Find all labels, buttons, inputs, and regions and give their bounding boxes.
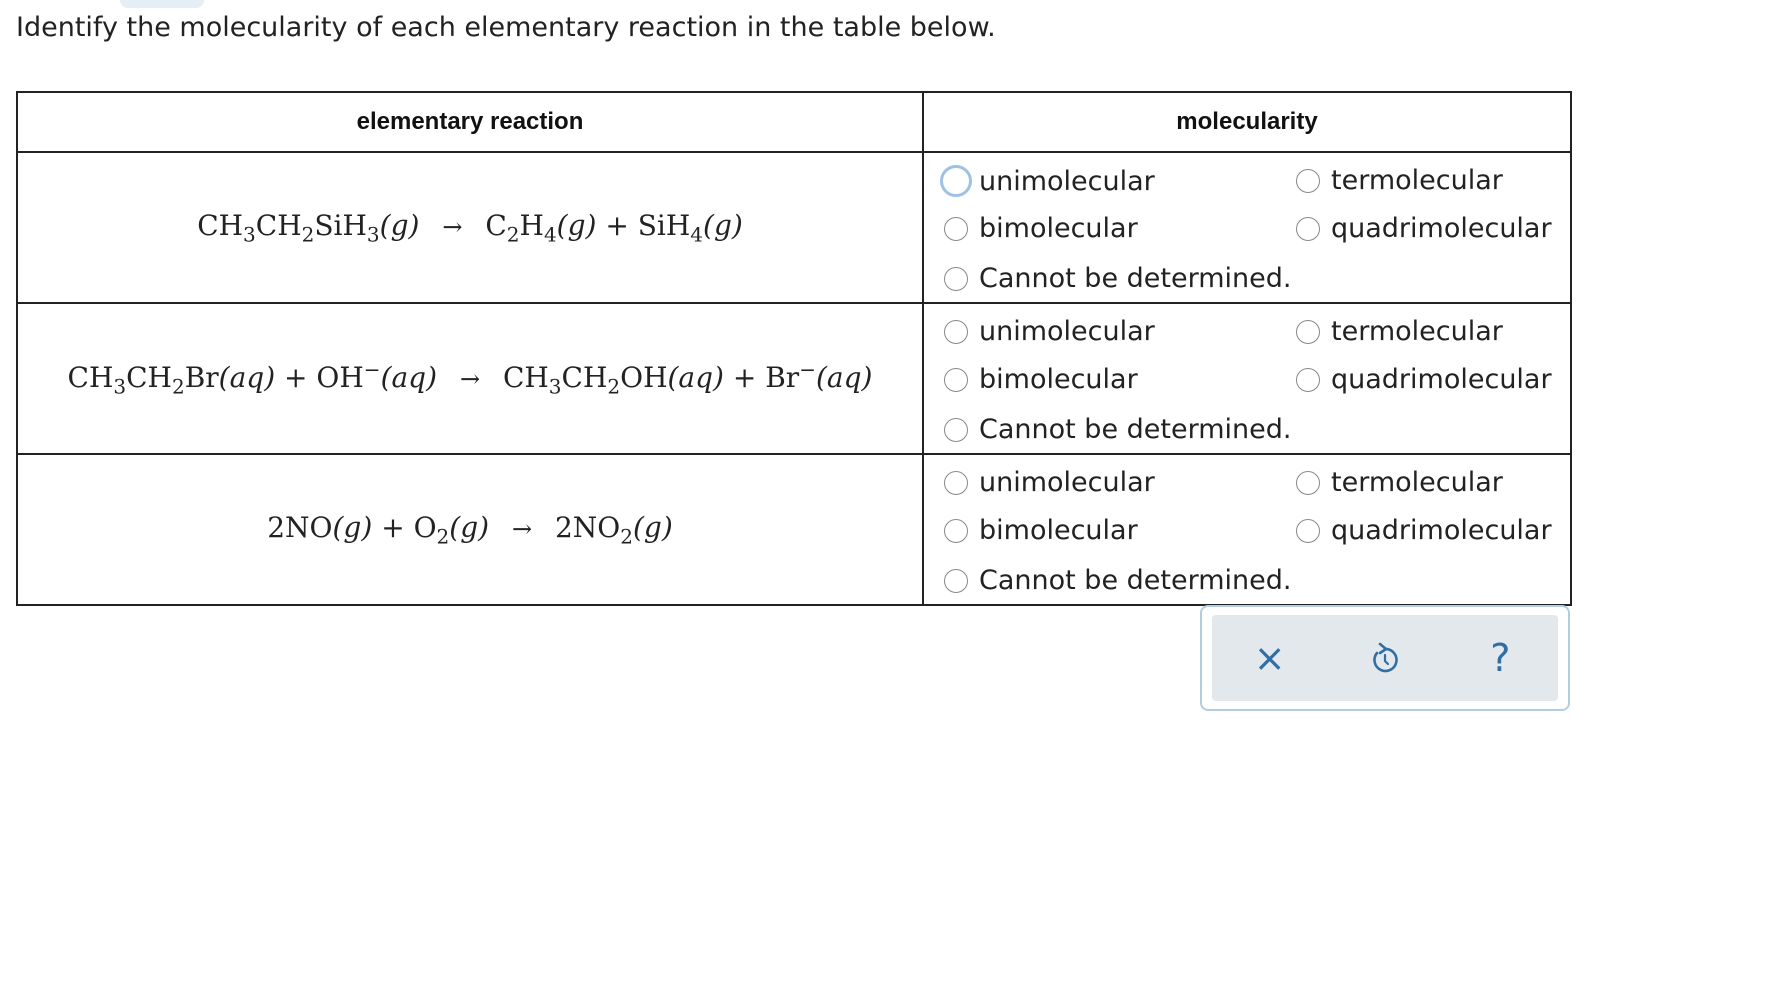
arrow-icon: → [459, 365, 481, 394]
radio-button[interactable] [944, 320, 968, 344]
undo-icon [1355, 641, 1415, 675]
arrow-icon: → [511, 514, 533, 543]
option-bimolecular[interactable]: bimolecular [944, 515, 1138, 546]
option-unimolecular[interactable]: unimolecular [944, 316, 1155, 347]
radio-button[interactable] [940, 165, 972, 197]
option-termolecular[interactable]: termolecular [1296, 165, 1503, 196]
reaction-cell [17, 454, 923, 605]
option-quadrimolecular[interactable]: quadrimolecular [1296, 364, 1552, 395]
molecularity-options [923, 303, 1571, 454]
reaction-equation: $CH_3CH_2SiH_3(g) \to C_2H_4(g) + SiH_4(g)$ [197, 208, 743, 247]
radio-button[interactable] [1296, 217, 1320, 241]
option-quadrimolecular[interactable]: quadrimolecular [1296, 515, 1552, 546]
header-molecularity: molecularity [923, 92, 1571, 152]
radio-button[interactable] [944, 569, 968, 593]
radio-button[interactable] [1296, 320, 1320, 344]
table-row [17, 152, 1571, 303]
table-header-row [17, 92, 1571, 152]
radio-button[interactable] [944, 217, 968, 241]
option-quadrimolecular[interactable]: quadrimolecular [1296, 213, 1552, 244]
radio-button[interactable] [1296, 519, 1320, 543]
action-panel [1200, 605, 1570, 711]
arrow-icon: → [442, 212, 463, 241]
option-unimolecular[interactable]: unimolecular [944, 467, 1155, 498]
table-row [17, 454, 1571, 605]
molecularity-options [923, 152, 1571, 303]
option-bimolecular[interactable]: bimolecular [944, 213, 1138, 244]
molecularity-table [16, 91, 1572, 606]
reaction-cell [17, 152, 923, 303]
radio-button[interactable] [944, 519, 968, 543]
radio-button[interactable] [1296, 169, 1320, 193]
option-termolecular[interactable]: termolecular [1296, 316, 1503, 347]
option-cannot-be-determined[interactable]: Cannot be determined. [944, 263, 1291, 294]
clear-button[interactable] [1240, 636, 1300, 680]
radio-button[interactable] [944, 368, 968, 392]
table-row [17, 303, 1571, 454]
radio-button[interactable] [944, 418, 968, 442]
option-termolecular[interactable]: termolecular [1296, 467, 1503, 498]
radio-button[interactable] [1296, 368, 1320, 392]
question-mark-icon: ? [1490, 636, 1511, 680]
option-cannot-be-determined[interactable]: Cannot be determined. [944, 414, 1291, 445]
option-bimolecular[interactable]: bimolecular [944, 364, 1138, 395]
radio-button[interactable] [1296, 471, 1320, 495]
reaction-equation: $2NO(g) + O_2(g) \to 2NO_2(g)$ [267, 510, 673, 549]
help-button[interactable] [1470, 636, 1530, 680]
reaction-cell [17, 303, 923, 454]
action-toolbar [1212, 615, 1558, 701]
radio-button[interactable] [944, 471, 968, 495]
undo-button[interactable] [1355, 641, 1415, 675]
top-tab [120, 0, 204, 8]
molecularity-options [923, 454, 1571, 605]
header-elementary-reaction: elementary reaction [17, 92, 923, 152]
close-icon: × [1253, 636, 1286, 680]
option-cannot-be-determined[interactable]: Cannot be determined. [944, 565, 1291, 596]
radio-button[interactable] [944, 267, 968, 291]
reaction-equation: $CH_3CH_2Br(aq) + OH^-(aq) \to CH_3CH_2OH(aq) + Br^-(aq)$ [67, 358, 873, 399]
option-unimolecular[interactable]: unimolecular [944, 165, 1155, 197]
question-prompt: Identify the molecularity of each elementary reaction in the table below. [16, 12, 996, 43]
